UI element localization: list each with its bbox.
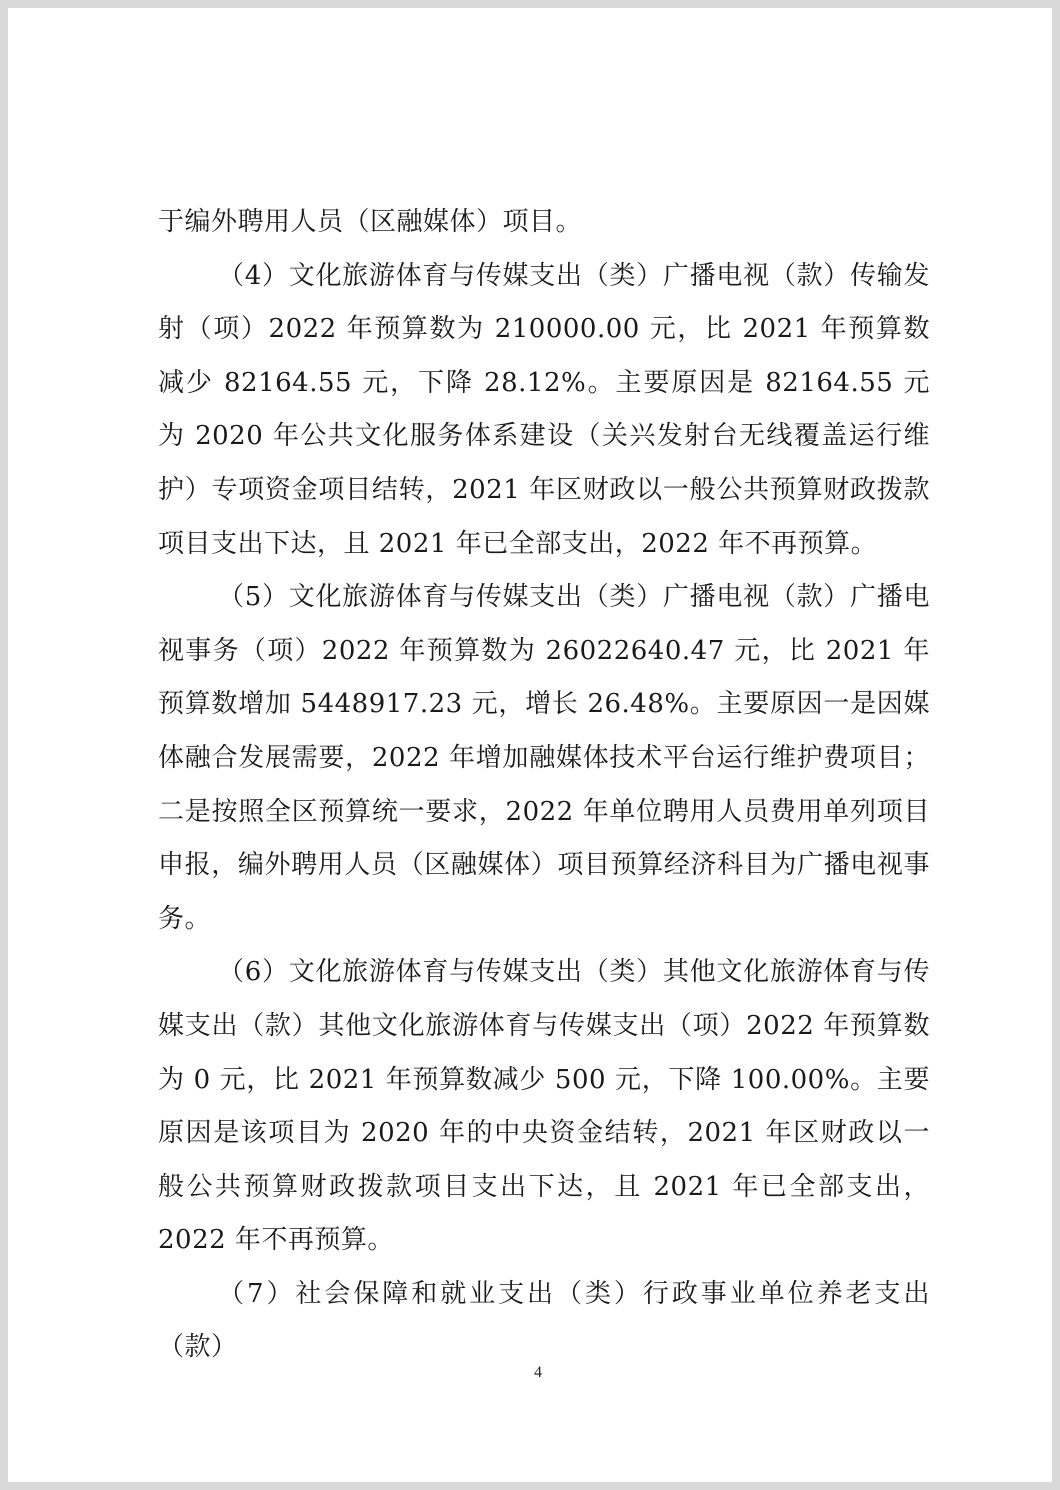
- paragraph-item-5: （5）文化旅游体育与传媒支出（类）广播电视（款）广播电视事务（项）2022 年预算数为 26022640.47 元，比 2021 年预算数增加 5448917.23 元，增长 26.48%。主要原因一是因媒体融合发展需要，2022 年增加融媒体技术平台运行维护费项目；二是按照全区预算统一要求，2022 年单位聘用人员费用单列项目申报，编外聘用人员（区融媒体）项目预算经济科目为广播电视事务。: [158, 582, 930, 934]
- paragraph-item-6: （6）文化旅游体育与传媒支出（类）其他文化旅游体育与传媒支出（款）其他文化旅游体育与传媒支出（项）2022 年预算数为 0 元，比 2021 年预算数减少 500 元，下降 100.00%。主要原因是该项目为 2020 年的中央资金结转，2021 年区财政以一般公共预算财政拨款项目支出下达，且 2021 年已全部支出，2022 年不再预算。: [158, 957, 930, 1256]
- paragraph-item-7: （7）社会保障和就业支出（类）行政事业单位养老支出（款）: [158, 1278, 930, 1363]
- paragraph-continuation: 于编外聘用人员（区融媒体）项目。: [158, 207, 583, 237]
- paragraph-item-4: （4）文化旅游体育与传媒支出（类）广播电视（款）传输发射（项）2022 年预算数为 210000.00 元，比 2021 年预算数减少 82164.55 元，下降 28.12%。主要原因是 82164.55 元为 2020 年公共文化服务体系建设（关兴发射台无线覆盖运行维护）专项资金项目结转，2021 年区财政以一般公共预算财政拨款项目支出下达，且 2021 年已全部支出，2022 年不再预算。: [158, 260, 930, 559]
- page-number: 4: [534, 1364, 542, 1381]
- body-text: [158, 196, 930, 1375]
